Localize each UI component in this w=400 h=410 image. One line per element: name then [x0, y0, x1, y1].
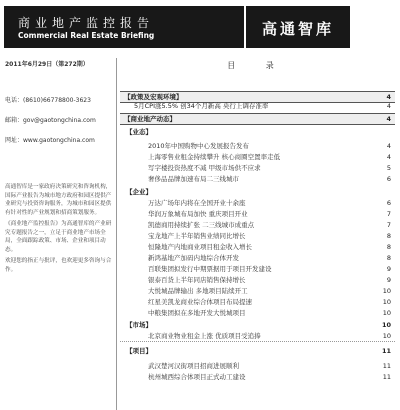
email-line: 邮箱：gov@gaotongchina.com: [5, 117, 96, 124]
toc-entry-title: 5月CPI涨5.5% 创34个月新高 央行上调存准率: [134, 102, 269, 110]
toc-page-number: 11: [382, 362, 391, 370]
toc-page-number: 8: [386, 254, 391, 262]
toc-page-number: 4: [386, 142, 391, 150]
toc-page-number: 10: [382, 298, 391, 306]
toc-page-number: 6: [386, 199, 391, 207]
toc-entry[interactable]: [120, 231, 395, 241]
website-line: 网址：www.gaotongchina.com: [5, 137, 95, 144]
abstract: [5, 183, 113, 277]
toc-entry[interactable]: [120, 209, 395, 219]
toc-page-number: 4: [386, 102, 391, 110]
toc-page-number: 11: [381, 347, 391, 355]
toc-entry-title: 【项目】: [126, 347, 152, 355]
toc-entry-title: 中粮集团拟在多地开发大悦城项目: [148, 309, 246, 317]
toc-entry[interactable]: [120, 297, 395, 307]
info-column: [5, 58, 115, 410]
toc-entry-title: 上海零售业租金持续攀升 核心商圈空置率走低: [148, 153, 281, 161]
toc-entry-title: 2010年中国购物中心发展报告发布: [148, 142, 250, 150]
report-title: 商业地产监控报告: [18, 16, 155, 30]
toc-entry[interactable]: [120, 308, 395, 318]
issue-date: 2011年6月29日（第272期）: [5, 61, 89, 68]
toc-page-number: 9: [386, 265, 391, 273]
toc-entry[interactable]: [120, 174, 395, 184]
toc-page-number: 10: [382, 332, 391, 340]
toc-page-number: 6: [386, 175, 391, 183]
toc-entry[interactable]: [120, 275, 395, 285]
toc-page-number: 7: [386, 221, 391, 229]
toc-entry-title: 凯德商用持续扩张 二三线城市成重点: [148, 221, 255, 229]
toc-entry-title: 杭州城西综合体项目正式动工建设: [148, 373, 246, 381]
toc-entry-title: 【政策及宏观环境】: [124, 93, 183, 101]
toc-entry[interactable]: [120, 220, 395, 230]
column-divider: [116, 58, 117, 410]
toc-page-number: 4: [386, 153, 391, 161]
phone-line: 电话：(8610)66778800-3623: [5, 97, 91, 104]
toc-entry-title: 华润万象城布局加快 重庆项目开业: [148, 210, 248, 218]
toc-page-number: 5: [386, 164, 391, 172]
toc-entry[interactable]: [120, 242, 395, 252]
toc-page-number: 7: [386, 210, 391, 218]
brand-name: 高通智库: [261, 20, 334, 38]
toc-section[interactable]: [120, 113, 395, 125]
toc-page-number: 8: [386, 243, 391, 251]
toc-entry-title: 武汉楚河汉街项目招商进展顺利: [148, 362, 239, 370]
toc-entry[interactable]: [120, 253, 395, 263]
toc-page-number: 9: [386, 276, 391, 284]
toc-entry[interactable]: [120, 331, 395, 342]
toc-entry[interactable]: [120, 101, 395, 111]
toc-page-number: 11: [382, 373, 391, 381]
toc-entry-title: 【业态】: [126, 128, 152, 136]
toc-entry-title: 【企业】: [126, 188, 152, 196]
toc-entry[interactable]: [120, 141, 395, 151]
abstract-paragraph: 《商业地产监控报告》为高通智库的产业研究专题报告之一，立足于商业地产市场全局，全面跟踪政策、市场、企业和项目动态。: [5, 221, 112, 253]
toc-entry-title: 【商业地产动态】: [124, 115, 176, 123]
toc-entry-title: 红星美凯龙商业综合体项目布局提速: [148, 298, 252, 306]
toc-entry[interactable]: [120, 152, 395, 162]
toc-entry-title: 新鸿基地产加码内地综合体开发: [148, 254, 239, 262]
toc-entry-title: 【市场】: [126, 321, 152, 329]
toc-page-number: 10: [381, 321, 391, 329]
report-subtitle: Commercial Real Estate Briefing: [18, 31, 155, 40]
toc-entry-title: 写字楼投资热度不减 甲级市场供不应求: [148, 164, 261, 172]
toc-entry[interactable]: [120, 286, 395, 296]
toc-category[interactable]: [120, 346, 395, 356]
toc-title: 目 录: [227, 61, 288, 70]
toc-page-number: 4: [386, 93, 391, 101]
toc-entry[interactable]: [120, 163, 395, 173]
toc-entry[interactable]: [120, 372, 395, 382]
toc-entry[interactable]: [120, 198, 395, 208]
toc-entry-title: 宝龙地产上半年销售业绩同比增长: [148, 232, 246, 240]
toc-category[interactable]: [120, 127, 395, 137]
abstract-paragraph: 高通智库是一家政府决策研究和咨询机构，国际产业报告为城市地方政府和园区提供产业研究与投资咨询服务，为城市和园区提供有针对性的产业规划和招商策划服务。: [5, 184, 112, 216]
toc-category[interactable]: [120, 187, 395, 197]
toc-entry-title: 大悦城品牌输出 多地项目陆续开工: [148, 287, 248, 295]
report-header: [0, 0, 400, 53]
toc-entry-title: 奢侈品品牌加速布局二三线城市: [148, 175, 239, 183]
toc-entry-title: 百联集团拟发行中期票据用于项目开发建设: [148, 265, 272, 273]
toc-entry-title: 恒隆地产内地商业项目租金收入增长: [148, 243, 252, 251]
toc-entry[interactable]: [120, 264, 395, 274]
title-banner: [4, 6, 244, 48]
toc-page-number: 4: [386, 115, 391, 123]
toc-entry-title: 银泰百货上半年同店销售保持增长: [148, 276, 246, 284]
toc-entry-title: 万达广场年内将在全国开业十余座: [148, 199, 246, 207]
toc-entry[interactable]: [120, 361, 395, 371]
toc-page-number: 10: [382, 287, 391, 295]
toc-page-number: 8: [386, 232, 391, 240]
toc-entry-title: 北京商业物业租金上涨 优质项目受追捧: [148, 332, 261, 340]
brand-banner: [246, 6, 350, 48]
toc-category[interactable]: [120, 320, 395, 330]
abstract-paragraph: 欢迎您的指正与批评，也欢迎更多咨询与合作。: [5, 258, 112, 273]
toc-page-number: 10: [382, 309, 391, 317]
